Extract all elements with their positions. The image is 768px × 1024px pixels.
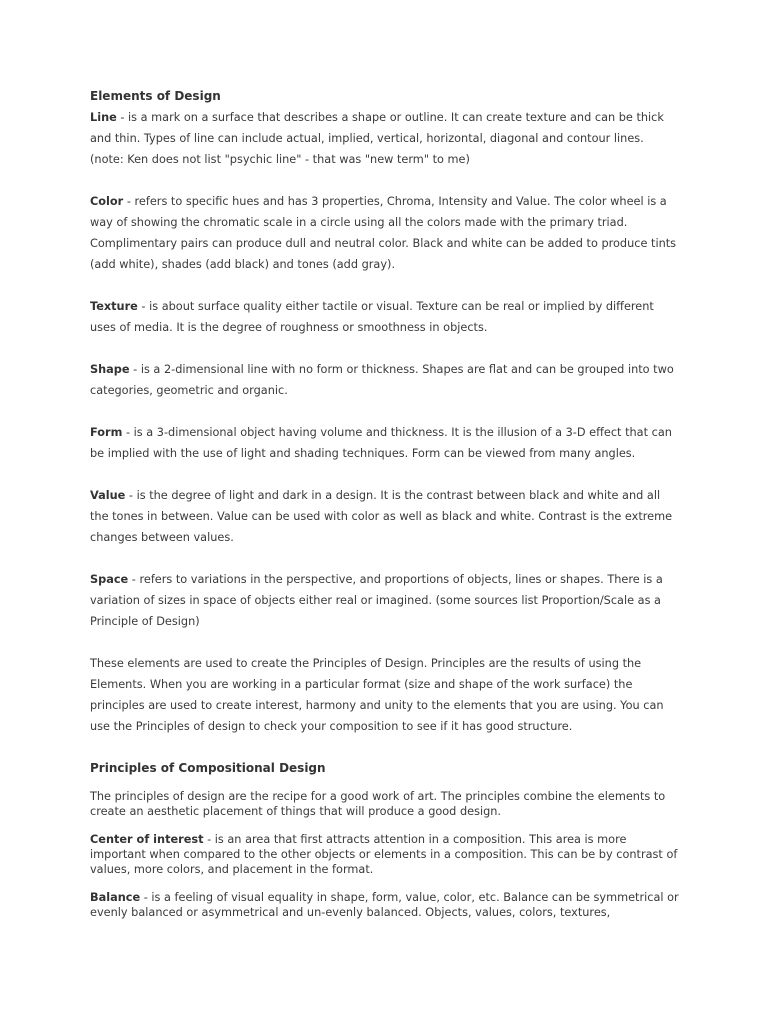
term-space: Space [90, 573, 129, 586]
principle-balance [90, 890, 680, 920]
document-page [90, 86, 680, 933]
term-value: Value [90, 489, 126, 502]
element-space [90, 569, 680, 632]
principle-center-of-interest [90, 832, 680, 877]
element-line [90, 107, 680, 170]
term-form: Form [90, 426, 123, 439]
term-balance: Balance [90, 891, 141, 904]
definition-texture: - is about surface quality either tactile or visual. Texture can be real or implied by different uses of media. It is the degree of roughness or smoothness in objects. [90, 300, 654, 334]
term-line: Line [90, 111, 117, 124]
element-form [90, 422, 680, 464]
element-texture [90, 296, 680, 338]
element-shape [90, 359, 680, 401]
principles-heading: Principles of Compositional Design [90, 761, 326, 775]
elements-summary: These elements are used to create the Principles of Design. Principles are the results of using the Elements. When you are working in a particular format (size and shape of the work surface) the principles are used to create interest, harmony and unity to the elements that you are using. You can use the Principles of design to check your composition to see if it has good structure. [90, 657, 664, 733]
definition-center-of-interest: - is an area that first attracts attention in a composition. This area is more important when compared to the other objects or elements in a composition. This can be by contrast of values, more colors, and placement in the format. [90, 833, 678, 876]
definition-shape: - is a 2-dimensional line with no form or thickness. Shapes are flat and can be grouped into two categories, geometric and organic. [90, 363, 674, 397]
term-shape: Shape [90, 363, 130, 376]
term-color: Color [90, 195, 124, 208]
definition-space: - refers to variations in the perspective, and proportions of objects, lines or shapes. There is a variation of sizes in space of objects either real or imagined. (some sources list Proportion/Scale as a Principle of Design) [90, 573, 663, 628]
element-color [90, 191, 680, 275]
element-value [90, 485, 680, 548]
term-texture: Texture [90, 300, 138, 313]
definition-value: - is the degree of light and dark in a design. It is the contrast between black and white and all the tones in between. Value can be used with color as well as black and white. Contrast is the extreme changes between values. [90, 489, 673, 544]
principles-intro: The principles of design are the recipe for a good work of art. The principles combine the elements to create an aesthetic placement of things that will produce a good design. [90, 790, 666, 818]
term-center-of-interest: Center of interest [90, 833, 204, 846]
elements-heading: Elements of Design [90, 89, 221, 103]
definition-color: - refers to specific hues and has 3 properties, Chroma, Intensity and Value. The color wheel is a way of showing the chromatic scale in a circle using all the colors made with the primary triad. Complimentary pairs can produce dull and neutral color. Black and white can be added to produce tints (add white), shades (add black) and tones (add gray). [90, 195, 677, 271]
definition-form: - is a 3-dimensional object having volume and thickness. It is the illusion of a 3-D effect that can be implied with the use of light and shading techniques. Form can be viewed from many angles. [90, 426, 672, 460]
definition-line: - is a mark on a surface that describes a shape or outline. It can create texture and can be thick and thin. Types of line can include actual, implied, vertical, horizontal, diagonal and contour lines. (note: Ken does not list "psychic line" - that was "new term" to me) [90, 111, 664, 166]
definition-balance: - is a feeling of visual equality in shape, form, value, color, etc. Balance can be symmetrical or evenly balanced or asymmetrical and un-evenly balanced. Objects, values, colors, textures, [90, 891, 679, 919]
